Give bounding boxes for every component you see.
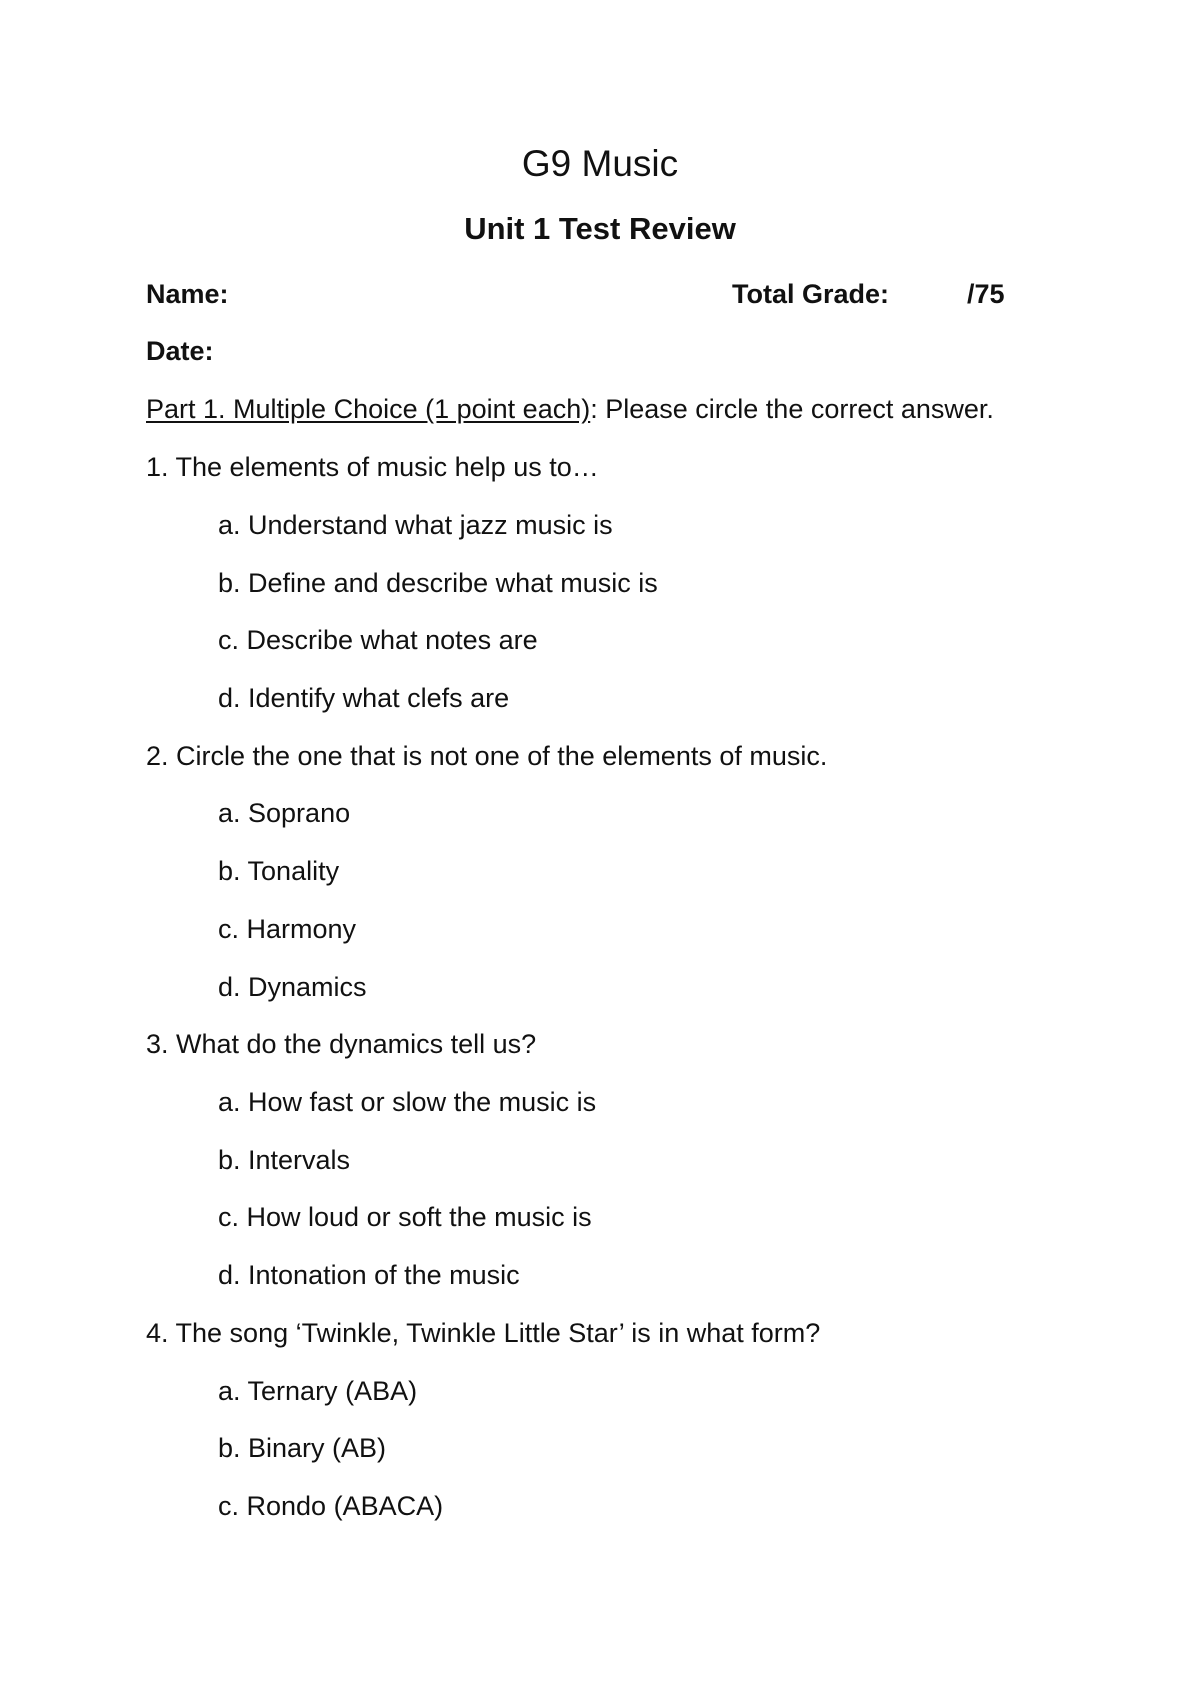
question-2-option-c: c. Harmony	[218, 914, 357, 944]
name-label: Name:	[146, 279, 229, 309]
question-3: 3. What do the dynamics tell us?	[146, 1029, 537, 1059]
question-3-option-c: c. How loud or soft the music is	[218, 1202, 592, 1232]
question-1-option-d: d. Identify what clefs are	[218, 683, 510, 713]
question-1: 1. The elements of music help us to…	[146, 452, 599, 482]
part-1-heading-title: Part 1. Multiple Choice (1 point each)	[146, 394, 591, 424]
total-grade-label: Total Grade:	[732, 279, 890, 309]
question-1-option-b: b. Define and describe what music is	[218, 568, 658, 598]
question-4-option-a: a. Ternary (ABA)	[218, 1376, 418, 1406]
date-label: Date:	[146, 336, 214, 366]
part-1-heading	[146, 392, 994, 426]
document-title: G9 Music	[521, 143, 679, 184]
document-subtitle: Unit 1 Test Review	[464, 211, 736, 246]
question-2: 2. Circle the one that is not one of the elements of music.	[146, 741, 828, 771]
question-3-option-a: a. How fast or slow the music is	[218, 1087, 597, 1117]
total-grade-max: /75	[967, 279, 1005, 309]
question-1-option-a: a. Understand what jazz music is	[218, 510, 613, 540]
question-4-option-b: b. Binary (AB)	[218, 1433, 387, 1463]
question-2-option-a: a. Soprano	[218, 798, 351, 828]
question-2-option-d: d. Dynamics	[218, 972, 367, 1002]
question-3-option-b: b. Intervals	[218, 1145, 351, 1175]
question-4: 4. The song ‘Twinkle, Twinkle Little Star’ is in what form?	[146, 1318, 821, 1348]
question-2-option-b: b. Tonality	[218, 856, 340, 886]
question-3-option-d: d. Intonation of the music	[218, 1260, 520, 1290]
question-1-option-c: c. Describe what notes are	[218, 625, 538, 655]
part-1-heading-instruction: : Please circle the correct answer.	[590, 394, 994, 424]
question-4-option-c: c. Rondo (ABACA)	[218, 1491, 444, 1521]
